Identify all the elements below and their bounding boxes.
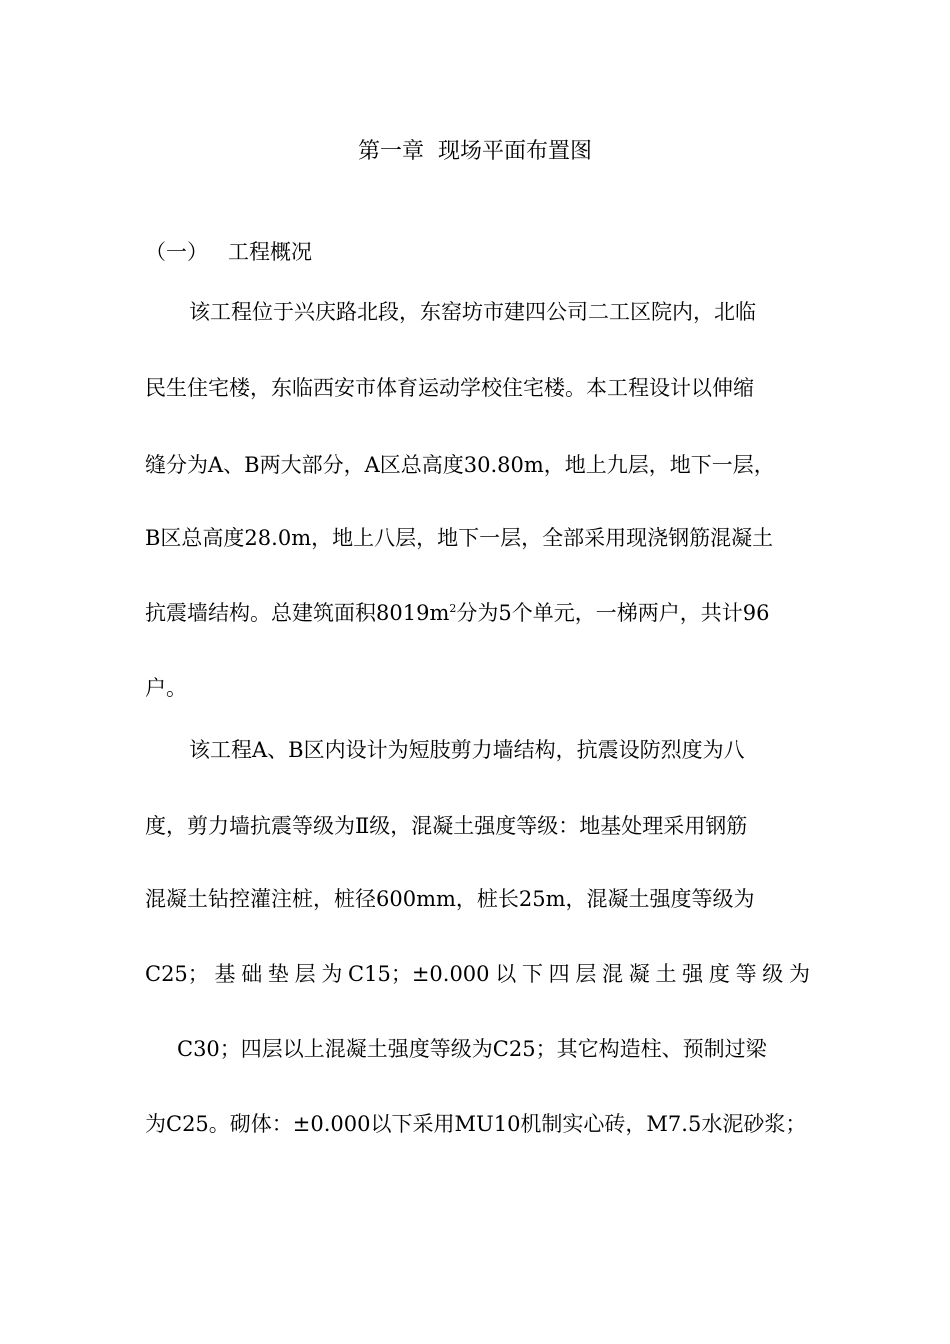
paragraph-line: 为C25。砌体：±0.000以下采用MU10机制实心砖，M7.5水泥砂浆；: [145, 1112, 807, 1136]
superscript-two: 2: [449, 602, 457, 615]
chapter-title: 第一章 现场平面布置图: [358, 139, 592, 164]
paragraph-line: 该工程位于兴庆路北段，东窑坊市建四公司二工区院内，北临: [189, 300, 756, 324]
paragraph-line-with-superscript: [145, 597, 810, 629]
paragraph-line: 该工程A、B区内设计为短肢剪力墙结构，抗震设防烈度为八: [189, 738, 745, 762]
paragraph-line: 缝分为A、B两大部分，A区总高度30.80m，地上九层，地下一层，: [145, 453, 775, 477]
paragraph-line: C30；四层以上混凝土强度等级为C25；其它构造柱、预制过梁: [177, 1037, 767, 1061]
section-heading: （一） 工程概况: [145, 240, 313, 264]
paragraph-line: 民生住宅楼，东临西安市体育运动学校住宅楼。本工程设计以伸缩: [145, 376, 754, 400]
paragraph-line: 度，剪力墙抗震等级为Ⅱ级，混凝土强度等级：地基处理采用钢筋: [145, 814, 748, 838]
area-text: 抗震墙结构。总建筑面积8019m: [145, 601, 450, 625]
paragraph-line: B区总高度28.0m，地上八层，地下一层，全部采用现浇钢筋混凝土: [145, 526, 774, 550]
paragraph-line: 户。: [145, 676, 187, 700]
unit-text: 分为5个单元，一梯两户，共计96: [456, 601, 770, 625]
paragraph-line: 混凝土钻控灌注桩，桩径600mm，桩长25m，混凝土强度等级为: [145, 887, 755, 911]
paragraph-line: C25；基础垫层为C15；±0.000以下四层混凝土强度等级为: [145, 962, 810, 986]
